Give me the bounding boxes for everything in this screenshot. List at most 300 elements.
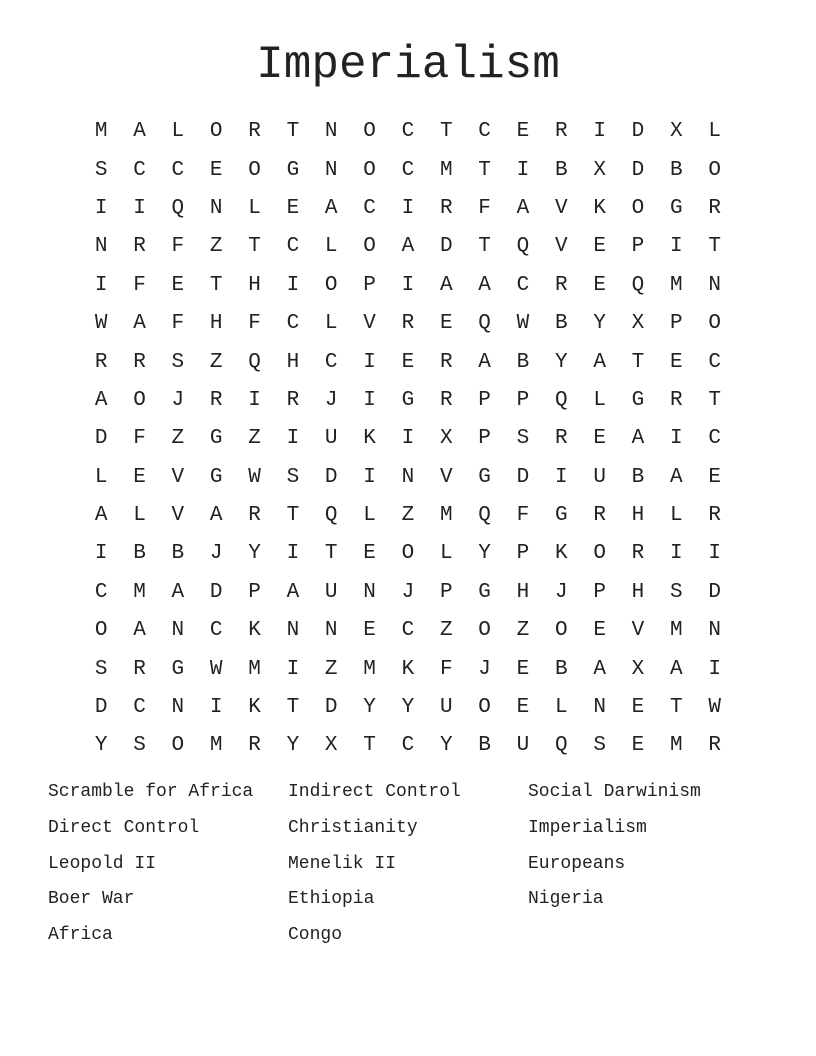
grid-letter: C bbox=[171, 158, 185, 182]
grid-letter: L bbox=[708, 120, 721, 144]
grid-letter: G bbox=[478, 580, 491, 604]
grid-letter: T bbox=[286, 696, 300, 720]
grid-letter: O bbox=[94, 619, 108, 643]
grid-letter: R bbox=[94, 350, 108, 374]
grid-letter: D bbox=[324, 465, 338, 489]
grid-letter: V bbox=[363, 312, 376, 336]
grid-letter: I bbox=[363, 350, 376, 374]
grid-letter: Z bbox=[248, 427, 261, 451]
grid-letter: R bbox=[248, 734, 261, 758]
grid-letter: O bbox=[209, 120, 223, 144]
word-list-item: Africa bbox=[48, 925, 113, 946]
grid-letter: P bbox=[516, 388, 530, 412]
grid-letter: X bbox=[631, 312, 645, 336]
grid-letter: P bbox=[478, 388, 491, 412]
grid-letter: O bbox=[708, 312, 721, 336]
grid-letter: Z bbox=[209, 350, 223, 374]
grid-letter: F bbox=[516, 504, 530, 528]
grid-letter: E bbox=[516, 120, 530, 144]
letter-grid bbox=[82, 113, 734, 766]
grid-letter: M bbox=[133, 580, 146, 604]
grid-row bbox=[82, 228, 734, 266]
grid-letter: T bbox=[209, 273, 223, 297]
grid-letter: E bbox=[516, 657, 530, 681]
grid-letter: V bbox=[554, 235, 568, 259]
grid-letter: N bbox=[324, 120, 338, 144]
grid-letter: E bbox=[286, 196, 300, 220]
grid-letter: E bbox=[631, 734, 645, 758]
grid-row bbox=[82, 343, 734, 381]
grid-letter: Q bbox=[554, 734, 568, 758]
grid-letter: G bbox=[670, 196, 683, 220]
grid-letter: N bbox=[708, 273, 721, 297]
grid-letter: A bbox=[133, 619, 146, 643]
puzzle-title: Imperialism bbox=[256, 39, 560, 91]
grid-letter: Z bbox=[171, 427, 185, 451]
grid-letter: J bbox=[324, 388, 338, 412]
grid-letter: V bbox=[439, 465, 453, 489]
grid-letter: O bbox=[401, 542, 415, 566]
grid-letter: B bbox=[670, 158, 683, 182]
grid-letter: E bbox=[171, 273, 185, 297]
grid-letter: F bbox=[133, 273, 146, 297]
grid-letter: G bbox=[631, 388, 645, 412]
grid-letter: F bbox=[171, 312, 185, 336]
grid-letter: P bbox=[248, 580, 261, 604]
grid-letter: Z bbox=[324, 657, 338, 681]
grid-letter: Y bbox=[363, 696, 376, 720]
grid-letter: C bbox=[94, 580, 108, 604]
grid-letter: Q bbox=[554, 388, 568, 412]
grid-letter: A bbox=[593, 350, 606, 374]
grid-letter: C bbox=[708, 427, 721, 451]
grid-letter: I bbox=[286, 427, 300, 451]
word-list-item: Social Darwinism bbox=[528, 782, 701, 802]
grid-row bbox=[82, 689, 734, 727]
word-list-item: Scramble for Africa bbox=[48, 782, 254, 802]
grid-letter: R bbox=[554, 427, 568, 451]
grid-letter: A bbox=[133, 312, 146, 336]
grid-letter: K bbox=[248, 696, 261, 720]
grid-letter: L bbox=[324, 235, 338, 259]
word-list-item: Imperialism bbox=[528, 817, 647, 838]
grid-letter: O bbox=[133, 388, 146, 412]
grid-letter: E bbox=[593, 619, 606, 643]
grid-letter: O bbox=[363, 158, 376, 182]
grid-letter: C bbox=[708, 350, 721, 374]
grid-letter: R bbox=[439, 196, 453, 220]
grid-letter: Q bbox=[478, 504, 491, 528]
grid-letter: E bbox=[363, 619, 376, 643]
grid-letter: O bbox=[248, 158, 261, 182]
grid-letter: C bbox=[401, 120, 415, 144]
grid-letter: B bbox=[516, 350, 530, 374]
grid-letter: D bbox=[631, 158, 645, 182]
grid-letter: H bbox=[248, 273, 261, 297]
grid-letter: N bbox=[708, 619, 721, 643]
grid-letter: W bbox=[94, 312, 108, 336]
grid-letter: A bbox=[478, 273, 491, 297]
grid-letter: P bbox=[670, 312, 683, 336]
grid-letter: A bbox=[670, 465, 683, 489]
grid-letter: R bbox=[133, 350, 146, 374]
grid-letter: I bbox=[133, 196, 146, 220]
grid-letter: C bbox=[401, 619, 415, 643]
grid-letter: S bbox=[670, 580, 683, 604]
grid-letter: D bbox=[516, 465, 530, 489]
grid-letter: G bbox=[478, 465, 491, 489]
grid-letter: K bbox=[401, 657, 415, 681]
grid-letter: G bbox=[209, 465, 223, 489]
grid-letter: M bbox=[363, 657, 376, 681]
grid-letter: O bbox=[554, 619, 568, 643]
grid-letter: C bbox=[401, 734, 415, 758]
grid-letter: I bbox=[363, 388, 376, 412]
grid-letter: A bbox=[478, 350, 491, 374]
grid-letter: A bbox=[286, 580, 300, 604]
grid-letter: W bbox=[708, 696, 721, 720]
grid-letter: A bbox=[171, 580, 185, 604]
grid-letter: U bbox=[324, 580, 338, 604]
grid-letter: C bbox=[401, 158, 415, 182]
grid-letter: L bbox=[171, 120, 185, 144]
grid-letter: I bbox=[286, 657, 300, 681]
grid-letter: A bbox=[439, 273, 453, 297]
grid-letter: I bbox=[708, 657, 721, 681]
grid-letter: A bbox=[94, 388, 108, 412]
grid-letter: M bbox=[670, 619, 683, 643]
grid-letter: S bbox=[94, 657, 108, 681]
grid-letter: M bbox=[670, 273, 683, 297]
grid-letter: M bbox=[94, 120, 108, 144]
grid-letter: O bbox=[478, 619, 491, 643]
grid-letter: Q bbox=[171, 196, 185, 220]
grid-letter: F bbox=[133, 427, 146, 451]
word-list-item: Ethiopia bbox=[288, 889, 375, 910]
grid-letter: M bbox=[439, 504, 453, 528]
grid-letter: X bbox=[439, 427, 453, 451]
grid-letter: F bbox=[248, 312, 261, 336]
grid-letter: R bbox=[439, 388, 453, 412]
grid-row bbox=[82, 305, 734, 343]
grid-letter: I bbox=[708, 542, 721, 566]
grid-letter: N bbox=[286, 619, 300, 643]
grid-letter: E bbox=[133, 465, 146, 489]
grid-letter: X bbox=[593, 158, 606, 182]
grid-letter: C bbox=[133, 158, 146, 182]
grid-letter: I bbox=[670, 235, 683, 259]
grid-letter: O bbox=[363, 120, 376, 144]
grid-row bbox=[82, 382, 734, 420]
grid-letter: J bbox=[401, 580, 415, 604]
grid-letter: X bbox=[670, 120, 683, 144]
grid-letter: Y bbox=[478, 542, 491, 566]
grid-letter: L bbox=[670, 504, 683, 528]
grid-letter: L bbox=[593, 388, 606, 412]
grid-row bbox=[82, 113, 734, 151]
grid-letter: O bbox=[363, 235, 376, 259]
grid-letter: R bbox=[708, 504, 721, 528]
grid-letter: E bbox=[401, 350, 415, 374]
grid-letter: X bbox=[324, 734, 338, 758]
grid-row bbox=[82, 612, 734, 650]
grid-letter: C bbox=[286, 235, 300, 259]
grid-letter: G bbox=[171, 657, 185, 681]
grid-letter: C bbox=[209, 619, 223, 643]
grid-letter: Z bbox=[401, 504, 415, 528]
grid-letter: E bbox=[593, 427, 606, 451]
grid-letter: V bbox=[171, 504, 185, 528]
grid-letter: D bbox=[94, 696, 108, 720]
grid-letter: Y bbox=[401, 696, 415, 720]
grid-letter: Y bbox=[593, 312, 606, 336]
grid-letter: I bbox=[401, 427, 415, 451]
grid-letter: E bbox=[363, 542, 376, 566]
grid-letter: K bbox=[363, 427, 376, 451]
grid-row bbox=[82, 190, 734, 228]
grid-letter: L bbox=[94, 465, 108, 489]
grid-letter: U bbox=[516, 734, 530, 758]
word-list bbox=[48, 780, 768, 947]
grid-letter: C bbox=[363, 196, 376, 220]
grid-letter: T bbox=[439, 120, 453, 144]
grid-letter: Y bbox=[286, 734, 300, 758]
grid-row bbox=[82, 420, 734, 458]
grid-row bbox=[82, 151, 734, 189]
grid-letter: R bbox=[286, 388, 300, 412]
grid-letter: I bbox=[94, 196, 108, 220]
grid-letter: O bbox=[478, 696, 491, 720]
grid-letter: O bbox=[324, 273, 338, 297]
grid-row bbox=[82, 267, 734, 305]
grid-letter: R bbox=[133, 235, 146, 259]
grid-letter: B bbox=[478, 734, 491, 758]
grid-letter: N bbox=[363, 580, 376, 604]
grid-letter: R bbox=[593, 504, 606, 528]
grid-letter: O bbox=[708, 158, 721, 182]
grid-letter: A bbox=[516, 196, 530, 220]
grid-letter: P bbox=[516, 542, 530, 566]
grid-letter: J bbox=[171, 388, 185, 412]
grid-letter: R bbox=[401, 312, 415, 336]
word-list-item: Menelik II bbox=[288, 853, 397, 874]
grid-letter: R bbox=[670, 388, 683, 412]
grid-letter: D bbox=[439, 235, 453, 259]
grid-letter: Y bbox=[439, 734, 453, 758]
grid-letter: T bbox=[478, 158, 491, 182]
grid-letter: I bbox=[286, 542, 300, 566]
grid-letter: V bbox=[631, 619, 645, 643]
grid-letter: J bbox=[478, 657, 491, 681]
grid-letter: K bbox=[593, 196, 606, 220]
grid-letter: C bbox=[324, 350, 338, 374]
grid-letter: T bbox=[708, 235, 721, 259]
grid-letter: N bbox=[324, 158, 338, 182]
grid-letter: Q bbox=[516, 235, 530, 259]
grid-letter: B bbox=[631, 465, 645, 489]
grid-letter: E bbox=[708, 465, 721, 489]
grid-letter: I bbox=[209, 696, 223, 720]
grid-letter: R bbox=[248, 120, 261, 144]
grid-letter: I bbox=[593, 120, 606, 144]
grid-letter: R bbox=[554, 273, 568, 297]
grid-letter: C bbox=[133, 696, 146, 720]
grid-letter: M bbox=[670, 734, 683, 758]
grid-letter: U bbox=[324, 427, 338, 451]
grid-letter: R bbox=[631, 542, 645, 566]
grid-letter: M bbox=[209, 734, 223, 758]
grid-letter: B bbox=[133, 542, 146, 566]
grid-letter: N bbox=[171, 619, 185, 643]
grid-letter: A bbox=[401, 235, 415, 259]
grid-letter: B bbox=[554, 312, 568, 336]
grid-letter: L bbox=[554, 696, 568, 720]
grid-letter: H bbox=[516, 580, 530, 604]
grid-letter: J bbox=[554, 580, 568, 604]
grid-letter: R bbox=[133, 657, 146, 681]
grid-letter: E bbox=[593, 273, 606, 297]
grid-letter: V bbox=[171, 465, 185, 489]
grid-letter: T bbox=[286, 504, 300, 528]
grid-letter: N bbox=[401, 465, 415, 489]
grid-letter: Y bbox=[94, 734, 108, 758]
grid-letter: U bbox=[439, 696, 453, 720]
grid-letter: L bbox=[133, 504, 146, 528]
grid-letter: T bbox=[631, 350, 645, 374]
grid-letter: A bbox=[631, 427, 645, 451]
grid-letter: C bbox=[478, 120, 491, 144]
grid-letter: I bbox=[554, 465, 568, 489]
grid-letter: A bbox=[324, 196, 338, 220]
grid-letter: P bbox=[439, 580, 453, 604]
grid-letter: G bbox=[554, 504, 568, 528]
grid-letter: H bbox=[631, 504, 645, 528]
grid-letter: G bbox=[401, 388, 415, 412]
grid-letter: Q bbox=[248, 350, 261, 374]
grid-letter: K bbox=[554, 542, 568, 566]
grid-row bbox=[82, 727, 734, 765]
grid-letter: A bbox=[670, 657, 683, 681]
grid-letter: T bbox=[670, 696, 683, 720]
grid-letter: N bbox=[94, 235, 108, 259]
grid-letter: T bbox=[708, 388, 721, 412]
grid-letter: G bbox=[286, 158, 300, 182]
grid-letter: F bbox=[478, 196, 491, 220]
grid-letter: D bbox=[708, 580, 721, 604]
grid-letter: R bbox=[209, 388, 223, 412]
grid-letter: N bbox=[324, 619, 338, 643]
grid-letter: V bbox=[554, 196, 568, 220]
grid-letter: G bbox=[209, 427, 223, 451]
word-list-item: Christianity bbox=[288, 817, 418, 838]
word-list-item: Boer War bbox=[48, 889, 135, 910]
grid-letter: K bbox=[248, 619, 261, 643]
grid-letter: W bbox=[248, 465, 261, 489]
word-list-item: Nigeria bbox=[528, 889, 604, 910]
grid-letter: T bbox=[363, 734, 376, 758]
grid-letter: H bbox=[209, 312, 223, 336]
grid-row bbox=[82, 459, 734, 497]
grid-letter: I bbox=[94, 542, 108, 566]
grid-letter: Y bbox=[554, 350, 568, 374]
grid-letter: B bbox=[554, 158, 568, 182]
grid-letter: N bbox=[593, 696, 606, 720]
grid-letter: O bbox=[171, 734, 185, 758]
grid-letter: X bbox=[631, 657, 645, 681]
grid-letter: A bbox=[94, 504, 108, 528]
grid-letter: I bbox=[286, 273, 300, 297]
grid-letter: J bbox=[209, 542, 223, 566]
grid-letter: L bbox=[324, 312, 338, 336]
grid-letter: F bbox=[439, 657, 453, 681]
grid-letter: M bbox=[248, 657, 261, 681]
word-list-item: Congo bbox=[288, 925, 343, 946]
grid-letter: H bbox=[286, 350, 300, 374]
grid-letter: T bbox=[324, 542, 338, 566]
grid-letter: A bbox=[133, 120, 146, 144]
grid-letter: Y bbox=[248, 542, 261, 566]
grid-letter: Z bbox=[516, 619, 530, 643]
grid-letter: I bbox=[670, 427, 683, 451]
grid-letter: Q bbox=[478, 312, 491, 336]
grid-letter: E bbox=[209, 158, 223, 182]
grid-letter: D bbox=[94, 427, 108, 451]
grid-letter: E bbox=[670, 350, 683, 374]
grid-letter: R bbox=[554, 120, 568, 144]
grid-letter: H bbox=[631, 580, 645, 604]
grid-letter: R bbox=[248, 504, 261, 528]
grid-letter: R bbox=[708, 196, 721, 220]
grid-letter: S bbox=[133, 734, 146, 758]
grid-letter: L bbox=[248, 196, 261, 220]
grid-letter: P bbox=[631, 235, 645, 259]
grid-letter: L bbox=[363, 504, 376, 528]
grid-letter: S bbox=[516, 427, 530, 451]
grid-letter: S bbox=[94, 158, 108, 182]
grid-row bbox=[82, 650, 734, 688]
grid-letter: I bbox=[401, 273, 415, 297]
grid-letter: O bbox=[593, 542, 606, 566]
grid-letter: I bbox=[670, 542, 683, 566]
grid-letter: I bbox=[94, 273, 108, 297]
grid-letter: E bbox=[593, 235, 606, 259]
grid-letter: I bbox=[516, 158, 530, 182]
grid-letter: F bbox=[171, 235, 185, 259]
grid-letter: E bbox=[631, 696, 645, 720]
grid-letter: A bbox=[209, 504, 223, 528]
grid-letter: S bbox=[286, 465, 300, 489]
grid-letter: W bbox=[209, 657, 223, 681]
grid-letter: T bbox=[478, 235, 491, 259]
grid-letter: Z bbox=[209, 235, 223, 259]
grid-letter: C bbox=[286, 312, 300, 336]
grid-letter: Q bbox=[324, 504, 338, 528]
grid-row bbox=[82, 574, 734, 612]
grid-letter: D bbox=[324, 696, 338, 720]
grid-letter: S bbox=[171, 350, 185, 374]
grid-letter: E bbox=[516, 696, 530, 720]
grid-letter: I bbox=[363, 465, 376, 489]
grid-letter: P bbox=[363, 273, 376, 297]
grid-letter: R bbox=[439, 350, 453, 374]
grid-letter: I bbox=[248, 388, 261, 412]
grid-letter: C bbox=[516, 273, 530, 297]
grid-letter: B bbox=[554, 657, 568, 681]
grid-letter: N bbox=[171, 696, 185, 720]
grid-letter: I bbox=[401, 196, 415, 220]
grid-letter: B bbox=[171, 542, 185, 566]
grid-letter: Q bbox=[631, 273, 645, 297]
